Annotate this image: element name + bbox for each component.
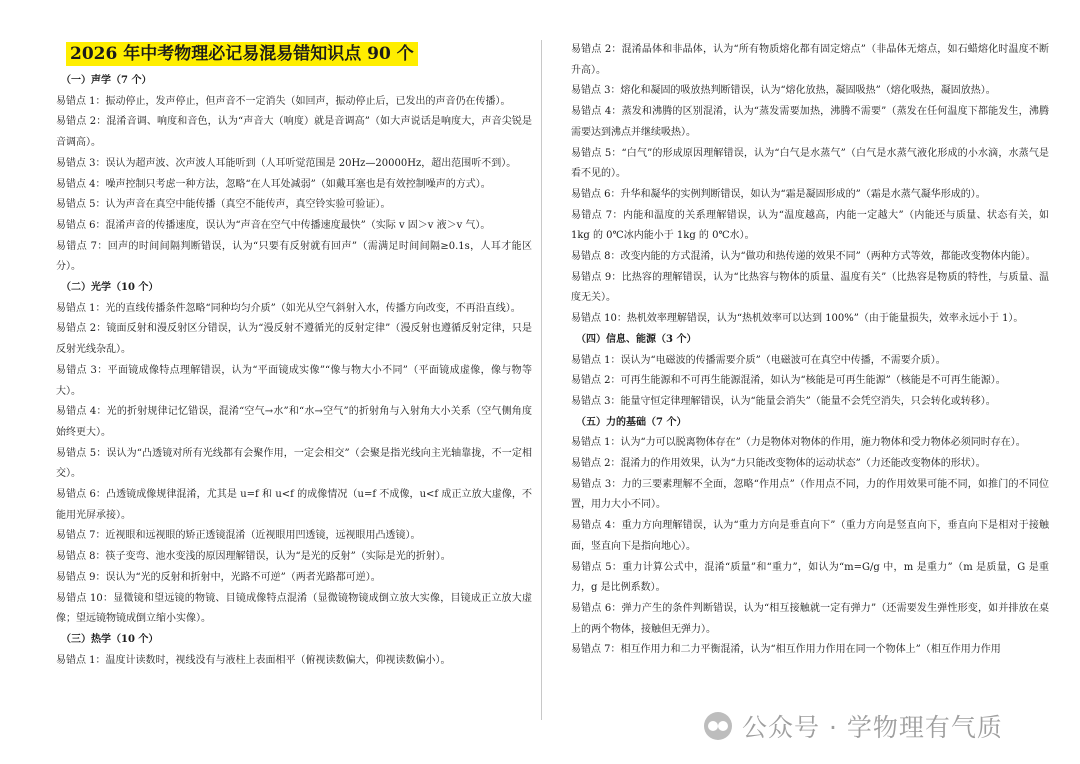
- wechat-watermark: [704, 704, 1054, 748]
- error-point-item: 易错点 7：内能和温度的关系理解错误，认为“温度越高，内能一定越大”（内能还与质量、状态有关，如 1kg 的 0℃冰内能小于 1kg 的 0℃水）。: [571, 209, 1049, 242]
- error-point-item: 易错点 9：比热容的理解错误，认为“比热容与物体的质量、温度有关”（比热容是物质的特性，与质量、温度无关）。: [571, 271, 1049, 304]
- wechat-icon: [704, 712, 732, 740]
- error-point-item: 易错点 9：误认为“光的反射和折射中，光路不可逆”（两者光路都可逆）。: [56, 571, 381, 583]
- left-column: [56, 42, 532, 671]
- column-divider: [541, 40, 542, 720]
- error-point-item: 易错点 8：筷子变弯、池水变浅的原因理解错误，认为“是光的反射”（实际是光的折射）。: [56, 551, 451, 563]
- error-point-item: 易错点 1：振动停止，发声停止，但声音不一定消失（如回声，振动停止后，已发出的声音仍在传播）。: [56, 95, 511, 107]
- error-point-item: 易错点 3：熔化和凝固的吸放热判断错误，认为“熔化放热，凝固吸热”（熔化吸热，凝固放热）。: [571, 85, 996, 97]
- error-point-item: 易错点 1：误认为“电磁波的传播需要介质”（电磁波可在真空中传播，不需要介质）。: [571, 354, 946, 366]
- error-point-item: 易错点 7：相互作用力和二力平衡混淆，认为“相互作用力作用在同一个物体上”（相互作用力作用: [571, 644, 1001, 656]
- section-heading: （三）热学（10 个）: [61, 633, 159, 645]
- watermark-text: 公众号 · 学物理有气质: [742, 713, 1003, 742]
- error-point-item: 易错点 3：平面镜成像特点理解错误，认为“平面镜成实像”“像与物大小不同”（平面镜成虚像，像与物等大）。: [56, 364, 532, 397]
- error-point-item: 易错点 3：力的三要素理解不全面，忽略“作用点”（作用点不同，力的作用效果可能不同，如推门的不同位置，用力大小不同）。: [571, 478, 1049, 511]
- error-point-item: 易错点 2：混淆晶体和非晶体，认为“所有物质熔化都有固定熔点”（非晶体无熔点，如石蜡熔化时温度不断升高）。: [571, 44, 1049, 76]
- error-point-item: 易错点 5：误认为“凸透镜对所有光线都有会聚作用，一定会相交”（会聚是指光线向主光轴靠拢，不一定相交）。: [56, 447, 532, 480]
- error-point-item: 易错点 2：混淆力的作用效果，认为“力只能改变物体的运动状态”（力还能改变物体的形状）。: [571, 458, 986, 470]
- error-point-item: 易错点 3：误认为超声波、次声波人耳能听到（人耳听觉范围是 20Hz—20000Hz，超出范围听不到）。: [56, 157, 517, 169]
- error-point-item: 易错点 10：热机效率理解错误，认为“热机效率可以达到 100%”（由于能量损失，效率永远小于 1）。: [571, 313, 1024, 325]
- error-point-item: 易错点 3：能量守恒定律理解错误，认为“能量会消失”（能量不会凭空消失，只会转化或转移）。: [571, 395, 996, 407]
- section-heading: （四）信息、能源（3 个）: [576, 333, 697, 345]
- error-point-item: 易错点 5：认为声音在真空中能传播（真空不能传声，真空铃实验可验证）。: [56, 199, 391, 211]
- error-point-item: 易错点 7：近视眼和远视眼的矫正透镜混淆（近视眼用凹透镜，远视眼用凸透镜）。: [56, 530, 421, 542]
- left-column-body: [56, 71, 532, 671]
- right-column: [571, 40, 1049, 661]
- error-point-item: 易错点 6：升华和凝华的实例判断错误，如认为“霜是凝固形成的”（霜是水蒸气凝华形成的）。: [571, 188, 986, 200]
- error-point-item: 易错点 2：镜面反射和漫反射区分错误，认为“漫反射不遵循光的反射定律”（漫反射也遵循反射定律，只是反射光线杂乱）。: [56, 323, 532, 356]
- error-point-item: 易错点 2：混淆音调、响度和音色，认为“声音大（响度）就是音调高”（如大声说话是响度大，声音尖锐是音调高）。: [56, 116, 532, 149]
- section-heading: （一）声学（7 个）: [61, 75, 152, 86]
- error-point-item: 易错点 6：混淆声音的传播速度，误认为“声音在空气中传播速度最快”（实际 v 固＞v 液＞v 气）。: [56, 219, 491, 231]
- error-point-item: 易错点 10：显微镜和望远镜的物镜、目镜成像特点混淆（显微镜物镜成倒立放大实像，目镜成正立放大虚像；望远镜物镜成倒立缩小实像）。: [56, 592, 532, 625]
- error-point-item: 易错点 7：回声的时间间隔判断错误，认为“只要有反射就有回声”（需满足时间间隔≥0.1s，人耳才能区分）。: [56, 240, 532, 273]
- error-point-item: 易错点 6：凸透镜成像规律混淆，尤其是 u=f 和 u<f 的成像情况（u=f 不成像，u<f 成正立放大虚像，不能用光屏承接）。: [56, 489, 532, 521]
- error-point-item: 易错点 1：认为“力可以脱离物体存在”（力是物体对物体的作用，施力物体和受力物体必须同时存在）。: [571, 437, 1026, 449]
- error-point-item: 易错点 1：温度计读数时，视线没有与液柱上表面相平（俯视读数偏大，仰视读数偏小）。: [56, 654, 451, 666]
- error-point-item: 易错点 4：蒸发和沸腾的区别混淆，认为“蒸发需要加热，沸腾不需要”（蒸发在任何温度下都能发生，沸腾需要达到沸点并继续吸热）。: [571, 106, 1049, 138]
- error-point-item: 易错点 5：“白气”的形成原因理解错误，认为“白气是水蒸气”（白气是水蒸气液化形成的小水滴，水蒸气是看不见的）。: [571, 147, 1049, 180]
- section-heading: （五）力的基础（7 个）: [576, 416, 687, 428]
- right-column-body: [571, 40, 1049, 661]
- document-title: 2026 年中考物理必记易混易错知识点 90 个: [66, 42, 418, 66]
- error-point-item: 易错点 6：弹力产生的条件判断错误，认为“相互接触就一定有弹力”（还需要发生弹性形变，如并排放在桌上的两个物体，接触但无弹力）。: [571, 602, 1049, 635]
- error-point-item: 易错点 4：重力方向理解错误，认为“重力方向是垂直向下”（重力方向是竖直向下，垂直向下是相对于接触面，竖直向下是指向地心）。: [571, 520, 1049, 552]
- error-point-item: 易错点 8：改变内能的方式混淆，认为“做功和热传递的效果不同”（两种方式等效，都能改变物体内能）。: [571, 251, 1036, 263]
- error-point-item: 易错点 4：噪声控制只考虑一种方法，忽略“在人耳处减弱”（如戴耳塞也是有效控制噪声的方式）。: [56, 178, 491, 190]
- error-point-item: 易错点 2：可再生能源和不可再生能源混淆，如认为“核能是可再生能源”（核能是不可再生能源）。: [571, 375, 1006, 387]
- error-point-item: 易错点 5：重力计算公式中，混淆“质量”和“重力”，如认为“m=G/g 中，m 是重力”（m 是质量，G 是重力，g 是比例系数）。: [571, 561, 1049, 594]
- error-point-item: 易错点 4：光的折射规律记忆错误，混淆“空气→水”和“水→空气”的折射角与入射角大小关系（空气侧角度始终更大）。: [56, 406, 532, 438]
- section-heading: （二）光学（10 个）: [61, 282, 159, 294]
- error-point-item: 易错点 1：光的直线传播条件忽略“同种均匀介质”（如光从空气斜射入水，传播方向改变，不再沿直线）。: [56, 302, 521, 314]
